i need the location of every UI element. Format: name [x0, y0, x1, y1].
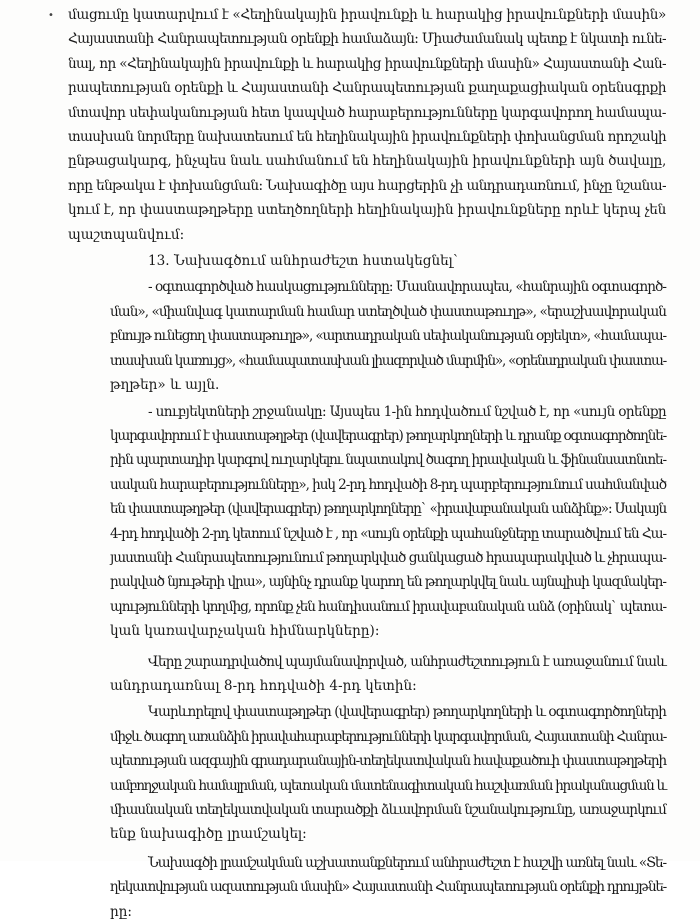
text-line: - սուբյեկտների շրջանակը: Այսպես 1-ին հոդվածում նշված է, որ «սույն օրենքը — [148, 403, 666, 420]
text-line: մացումը կատարվում է «Հեղինակային իրավունքի և հարակից իրավունքների մասին» — [68, 7, 666, 23]
text-line: Հայաստանի Հանրապետության օրենքի համաձայն: Միաժամանակ պետք է նկատի ունե- — [68, 31, 666, 48]
text-line: տասխան կառույց», «համապատասխան լիազորված մարմին», «օրենսդրական փաստա- — [110, 352, 666, 369]
text-line: բնույթ ունեցող փաստաթուղթ», «արտադրական սեփականության օբյեկտ», «համապա- — [110, 328, 666, 345]
text-line: պետության ազգային գրադարանային-տեղեկատվական հավաքածուի փաստաթղթերի — [110, 753, 666, 770]
text-line: պությունների կողմից, որոնք չեն հանդիսանում իրավաբանական անձ (օրինակ` պետա- — [110, 598, 666, 615]
text-line: նալ, որ «Հեղինակային իրավունքի և հարակից իրավունքների մասին» Հայաստանի Հան- — [68, 55, 666, 72]
text-line: - օգտագործված հասկացությունները: Մասնավորապես, «հանրային օգտագործ- — [148, 279, 666, 296]
text-line: սական հարաբերությունները», իսկ 2-րդ հոդվածի 8-րդ պարբերությունում սահմանված — [110, 476, 666, 493]
paragraph-copyright-note — [68, 3, 666, 247]
text-line: յաստանի Հանրապետությունում թողարկված ցանկացած հրապարակված և չհրապա- — [110, 549, 666, 566]
text-line: միասնական տեղեկատվական տարածքի ձևավորման նշանակությունը, առաջարկում — [110, 802, 666, 818]
document-body — [68, 3, 666, 924]
text-line: որը ենթակա է փոխանցման: Նախագիծը այս հարցերին չի անդրադառնում, ինչը նշանա- — [68, 177, 666, 194]
text-line: ամբողջական համալրման, պետական մատենագիտական հաշվառման իրականացման և — [110, 777, 666, 794]
text-line: Նախագծի լրամշակման աշխատանքներում անհրաժեշտ է հաշվի առնել նաև «Տե- — [148, 854, 666, 871]
paragraph-terms-clarification — [110, 275, 666, 397]
text-line: րը: — [110, 903, 132, 920]
text-line: են փաստաթղթեր (վավերագրեր) թողարկողները` «իրավաբանական անձինք»: Սակայն — [110, 501, 666, 518]
text-line: ենք նախագիծը լրամշակել: — [110, 826, 307, 843]
paragraph-article-8-reference — [110, 650, 666, 699]
text-line: կան կառավարչական հիմնարկները): — [110, 623, 380, 640]
text-line: կարգավորում է փաստաթղթեր (վավերագրեր) թողարկողների և դրանք օգտագործողնե- — [110, 427, 666, 444]
text-line: թղթեր» և այլն. — [110, 377, 220, 394]
text-line: ղեկատվության ազատության մասին» Հայաստանի Հանրապետության օրենքի դրույթնե- — [110, 879, 666, 896]
text-line: 13. Նախագծում անհրաժեշտ հստակեցնել` — [148, 253, 460, 270]
text-line: Վերը շարադրվածով պայմանավորված, անհրաժեշտություն է առաջանում նաև — [148, 653, 666, 670]
text-line: 4-րդ հոդվածի 2-րդ կետում նշված է , որ «սույն օրենքի պահանջները տարածվում են Հա- — [110, 525, 666, 542]
text-line: տասխան նորմերը նախատեսում են հեղինակային իրավունքների փոխանցման որոշակի — [68, 129, 666, 146]
paragraph-importance-proposal — [110, 700, 666, 846]
paragraph-freedom-of-information — [110, 851, 666, 924]
text-line: րին պարտադիր կարգով ուղարկելու նպատակով ծագող իրավական և ֆինանսատնտե- — [110, 452, 666, 469]
paragraph-subjects-scope — [110, 400, 666, 644]
text-line: ընթացակարգ, ինչպես նաև սահմանում են հեղինակային իրավունքների այն ծավալը, — [68, 153, 666, 170]
text-line: անդրադառնալ 8-րդ հոդվածի 4-րդ կետին: — [110, 677, 417, 694]
text-line: միջև ծագող առանձին իրավահարաբերությունների կարգավորման, Հայաստանի Հանրա- — [110, 728, 666, 745]
margin-dot-mark: • — [48, 10, 54, 21]
paragraph-point-13-heading — [110, 249, 666, 273]
text-line: րակված նյութերի վրա», այնինչ դրանք կարող են թողարկվել նաև այնպիսի կազմակեր- — [110, 574, 666, 591]
text-line: րապետության օրենքի և Հայաստանի Հանրապետության քաղաքացիական օրենսգրքի — [68, 80, 666, 97]
text-line: Կարևորելով փաստաթղթեր (վավերագրեր) թողարկողների և օգտագործողների — [148, 704, 666, 721]
text-line: պաշտպանվում: — [68, 226, 185, 243]
text-line: ման», «միանվագ կատարման համար ստեղծված փաստաթուղթ», «երաշխավորական — [110, 303, 666, 320]
text-line: կում է, որ փաստաթղթերը ստեղծողների հեղինակային իրավունքները որևէ կերպ չեն — [68, 202, 666, 219]
text-line: մտավոր սեփականության հետ կապված հարաբերությունները կարգավորող համապա- — [68, 104, 666, 121]
